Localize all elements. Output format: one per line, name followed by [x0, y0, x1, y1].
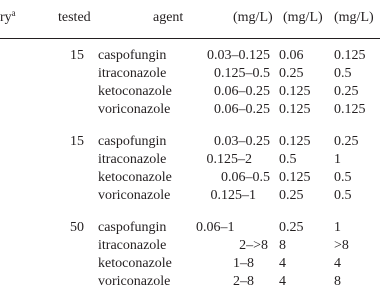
table-row-agent: itraconazole — [98, 238, 167, 253]
table-row-mic50: 0.25 — [279, 66, 304, 81]
table-row-range: 2–8 — [233, 274, 254, 289]
table-row-mic90: 0.5 — [334, 188, 352, 203]
table-row-range: 0.125–2 — [206, 152, 252, 167]
table-row-mic50: 0.125 — [279, 84, 311, 99]
header-col0 — [0, 10, 16, 26]
group-3-tested: 50 — [70, 220, 84, 235]
table-row-agent: caspofungin — [98, 220, 167, 235]
header-rule — [0, 38, 380, 39]
table-row-mic90: 0.125 — [334, 102, 366, 117]
table-row-agent: itraconazole — [98, 152, 167, 167]
header-col0-text: ry — [0, 10, 12, 25]
table-row-range: 0.03–0.125 — [207, 48, 270, 63]
table-row-agent: voriconazole — [98, 188, 171, 203]
table-row-range: 0.125–1 — [210, 188, 256, 203]
table-row-mic90: 8 — [334, 274, 341, 289]
table-row-mic90: 0.25 — [334, 134, 359, 149]
table-row-range: 0.06–0.25 — [214, 102, 270, 117]
table-row-mic90: 0.25 — [334, 84, 359, 99]
table-row-agent: ketoconazole — [98, 256, 172, 271]
table-row-mic50: 4 — [279, 274, 286, 289]
table-row-agent: ketoconazole — [98, 84, 172, 99]
table-row-mic50: 0.125 — [279, 134, 311, 149]
table-row-range: 0.125–0.5 — [214, 66, 270, 81]
header-agent: agent — [153, 10, 184, 25]
table-row-range: 0.03–0.25 — [214, 134, 270, 149]
table-row-mic90: >8 — [334, 238, 349, 253]
header-range-units: (mg/L) — [233, 10, 273, 25]
table-row-mic50: 8 — [279, 238, 286, 253]
header-col0-superscript: a — [11, 8, 16, 18]
table-row-range: 0.06–0.25 — [214, 84, 270, 99]
table-row-range: 0.06–1 — [196, 220, 235, 235]
group-1-tested: 15 — [70, 48, 84, 63]
table-row-agent: caspofungin — [98, 48, 167, 63]
table-row-mic50: 0.06 — [279, 48, 304, 63]
group-2-tested: 15 — [70, 134, 84, 149]
table-row-range: 2–>8 — [239, 238, 268, 253]
header-tested: tested — [58, 10, 91, 25]
table-row-mic50: 0.125 — [279, 170, 311, 185]
table-row-mic50: 0.25 — [279, 220, 304, 235]
table-row-range: 1–8 — [233, 256, 254, 271]
table-row-mic50: 0.25 — [279, 188, 304, 203]
table-row-range: 0.06–0.5 — [221, 170, 270, 185]
table-row-agent: caspofungin — [98, 134, 167, 149]
table-row-mic50: 4 — [279, 256, 286, 271]
table-row-agent: itraconazole — [98, 66, 167, 81]
table-row-mic90: 4 — [334, 256, 341, 271]
header-mic90-units: (mg/L) — [334, 10, 374, 25]
table-row-mic50: 0.5 — [279, 152, 297, 167]
table-row-mic50: 0.125 — [279, 102, 311, 117]
table-row-agent: voriconazole — [98, 274, 171, 289]
table-row-mic90: 1 — [334, 152, 341, 167]
table-row-mic90: 1 — [334, 220, 341, 235]
table-row-agent: voriconazole — [98, 102, 171, 117]
table-row-mic90: 0.125 — [334, 48, 366, 63]
table-row-mic90: 0.5 — [334, 66, 352, 81]
header-mic50-units: (mg/L) — [283, 10, 323, 25]
table-row-agent: ketoconazole — [98, 170, 172, 185]
table-row-mic90: 0.5 — [334, 170, 352, 185]
